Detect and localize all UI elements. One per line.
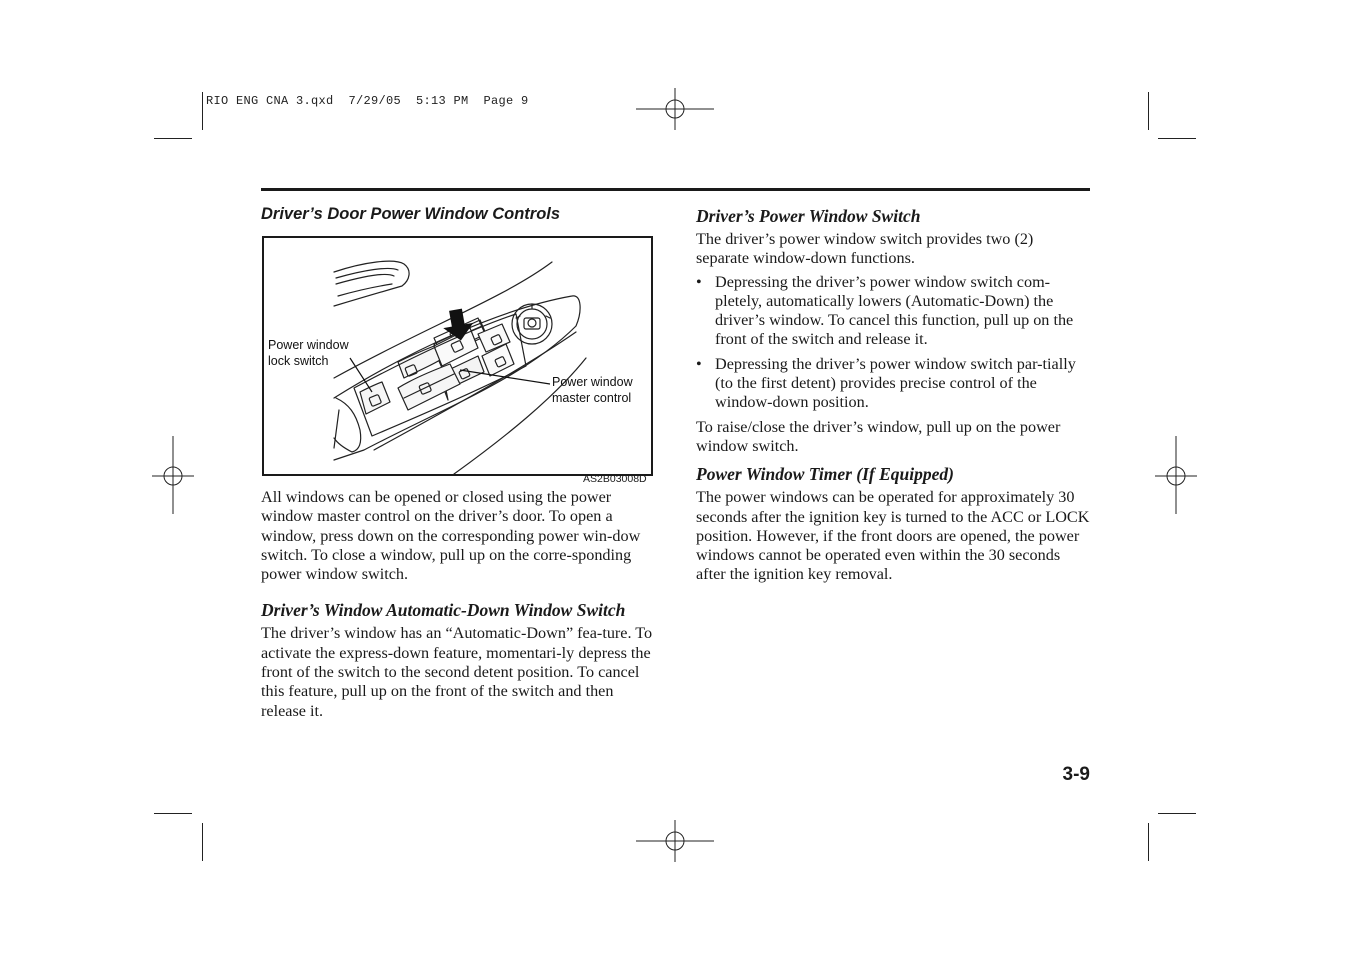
switch-intro: The driver’s power window switch provides two (2) separate window-down functions. [696,230,1034,268]
bullet-item: • Depressing the driver’s power window switch com-pletely, automatically lowers (Automatic-Down) the driver’s window. To cancel this function, pull up on the front of the switch and release it. [696,273,1090,350]
intro-paragraph: All windows can be opened or closed using the power window master control on the driver’s door. To open a window, press down on the corresponding power win-dow switch. To close a window, pull up on the corre-sponding power window switch. [261,488,641,584]
switch-bullets [696,273,1090,413]
printer-slug: RIO ENG CNA 3.qxd 7/29/05 5:13 PM Page 9 [206,94,529,108]
figure-code: AS2B03008D [583,473,647,485]
figure-title: Driver’s Door Power Window Controls [261,205,561,223]
page-number: 3-9 [1062,764,1090,785]
auto-down-heading: Driver’s Window Automatic-Down Window Switch [261,600,626,621]
bullet-item: • Depressing the driver’s power window switch par-tially (to the first detent) provides precise control of the window-down position. [696,355,1090,413]
registration-mark-bottom [636,820,716,864]
raise-paragraph: To raise/close the driver’s window, pull up on the power window switch. [696,417,1061,455]
auto-down-paragraph: The driver’s window has an “Automatic-Down” fea-ture. To activate the express-down feature, momentari-ly depress the front of the switch to the second detent position. To cancel this feature, pull up on the front of the switch and then release it. [261,624,653,720]
left-column [261,488,653,721]
timer-heading: Power Window Timer (If Equipped) [696,464,954,485]
master-control-label: Power window master control [552,375,633,405]
switch-heading: Driver’s Power Window Switch [696,206,921,226]
timer-paragraph: The power windows can be operated for approximately 30 seconds after the ignition key is turned to the ACC or LOCK position. However, if the front doors are opened, the power windows cannot be operated even within the 30 seconds after the ignition key removal. [696,488,1090,584]
header-rule [261,188,1090,191]
registration-mark-right [1155,436,1199,516]
right-column [696,205,1090,585]
lock-switch-label: Power window lock switch [268,338,349,368]
figure-window-controls [262,236,653,476]
registration-mark-left [152,436,196,516]
registration-mark-top [636,88,716,132]
